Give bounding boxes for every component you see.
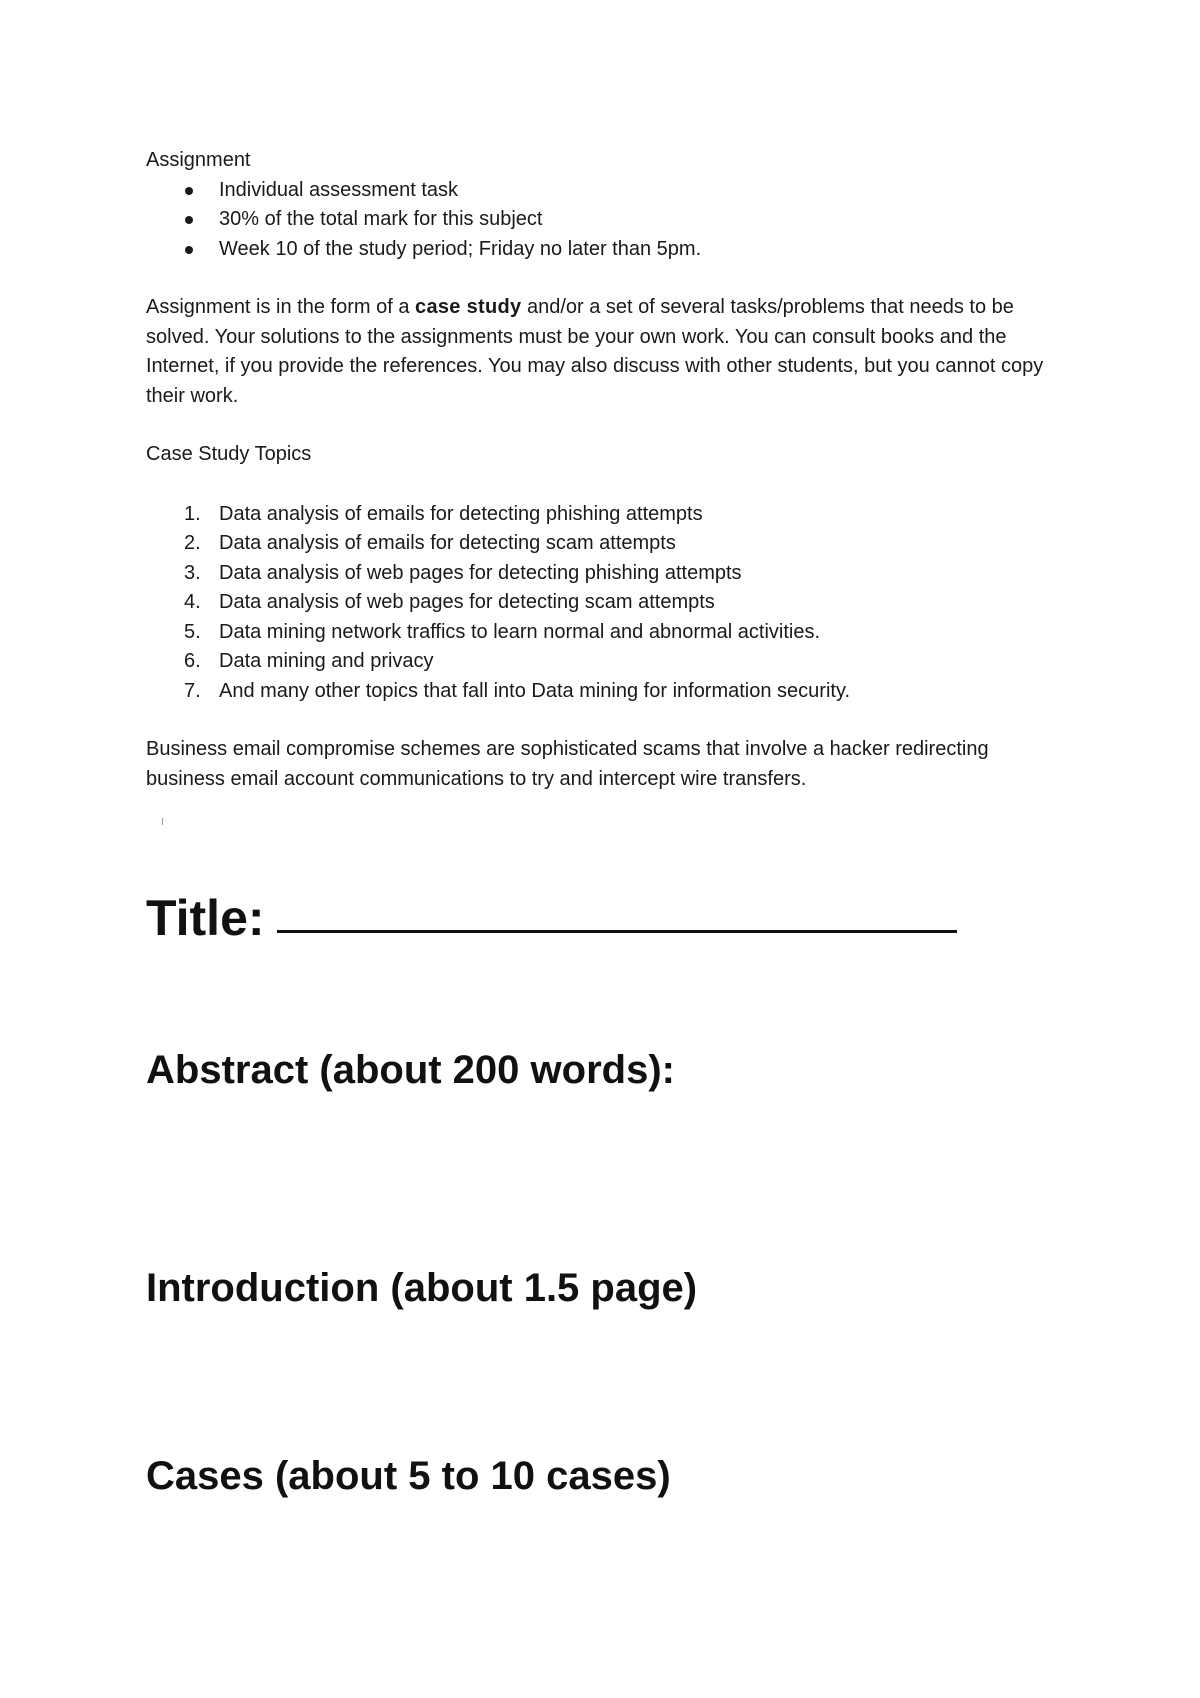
stray-mark: [162, 818, 163, 825]
description-text-start: Assignment is in the form of a: [146, 296, 416, 318]
assignment-description: [146, 293, 1066, 411]
list-item: [146, 176, 1066, 206]
title-label: Title:: [146, 890, 265, 946]
topic-text: Data mining and privacy: [219, 650, 434, 672]
topic-number: 5.: [184, 620, 201, 643]
abstract-heading: Abstract (about 200 words):: [146, 1048, 675, 1092]
assignment-bullet-list: [146, 176, 1066, 265]
list-item: [146, 559, 1066, 589]
topic-number: 4.: [184, 591, 201, 613]
document-body: [146, 146, 1066, 794]
topic-text: And many other topics that fall into Data mining for information security.: [219, 679, 851, 702]
bec-paragraph: Business email compromise schemes are sophisticated scams that involve a hacker redirecting business email account communications to try and intercept wire transfers.: [146, 738, 989, 790]
case-study-topics-header: Case Study Topics: [146, 443, 312, 465]
list-item: [146, 235, 1066, 265]
topic-text: Data analysis of emails for detecting phishing attempts: [219, 502, 703, 525]
bullet-text: Week 10 of the study period; Friday no later than 5pm.: [219, 237, 702, 260]
title-heading: [146, 888, 957, 948]
list-item: [146, 588, 1066, 618]
bullet-icon: [185, 216, 193, 224]
bullet-text: 30% of the total mark for this subject: [219, 208, 543, 230]
topic-text: Data analysis of web pages for detecting phishing attempts: [219, 561, 742, 584]
topic-number: 3.: [184, 561, 201, 584]
topic-text: Data analysis of web pages for detecting scam attempts: [219, 591, 715, 613]
list-item: [146, 529, 1066, 559]
list-item: [146, 205, 1066, 235]
bullet-text: Individual assessment task: [219, 178, 459, 201]
bullet-icon: [185, 187, 193, 195]
introduction-heading: Introduction (about 1.5 page): [146, 1266, 698, 1310]
topic-number: 6.: [184, 650, 201, 672]
topic-text: Data analysis of emails for detecting scam attempts: [219, 532, 676, 554]
topic-text: Data mining network traffics to learn normal and abnormal activities.: [219, 620, 821, 643]
list-item: [146, 647, 1066, 677]
case-study-emphasis: case study: [415, 296, 522, 318]
list-item: [146, 677, 1066, 707]
title-blank-line: [277, 930, 957, 933]
topics-list: [146, 500, 1066, 707]
list-item: [146, 500, 1066, 530]
topic-number: 7.: [184, 679, 201, 702]
description-text-end: and/or a set of several tasks/problems that needs to be solved. Your solutions to the assignments must be your own work. You can consult books and the Internet, if you provide the references. You may also discuss with other students, but you cannot copy their work.: [146, 296, 1044, 407]
topic-number: 2.: [184, 532, 201, 554]
assignment-header: Assignment: [146, 149, 251, 171]
bullet-icon: [185, 246, 193, 254]
list-item: [146, 618, 1066, 648]
cases-heading: Cases (about 5 to 10 cases): [146, 1454, 671, 1498]
topic-number: 1.: [184, 502, 201, 525]
